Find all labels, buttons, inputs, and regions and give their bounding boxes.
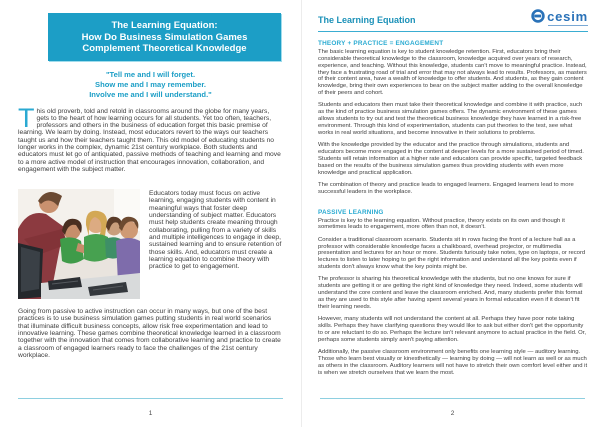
passive-paragraph-1: Practice is key to the learning equation. Without practice, theory exists on its own and though it sometimes leads to engagement, more often than not, it doesn't. bbox=[318, 217, 565, 231]
footer-rule bbox=[18, 398, 283, 399]
photo-and-text-row bbox=[18, 189, 283, 299]
quote-line-3: Involve me and I will understand." bbox=[89, 89, 212, 99]
page-2-header bbox=[318, 9, 588, 26]
theory-paragraph-1: The basic learning equation is key to student knowledge retention. First, educators bring their considerable theoretical knowledge to the classroom, knowledge acquired over years of research, experience, and teaching. Without this knowledge, students can't move to meaningful practice. Instead, they face a frustrating road of trial and error that may not always lead to results. Professors, as masters of their content area, have a wealth of knowledge to offer students. And students, as they gain content knowledge, bring their own experiences to bear on the subject matter adding to the overall knowledge of their peers and cohort. bbox=[318, 49, 587, 97]
theory-paragraph-4: The combination of theory and practice leads to engaged learners. Engaged learners lead to more successful leaders in the workplace. bbox=[318, 181, 574, 195]
cover-title-banner bbox=[48, 13, 281, 61]
intro-paragraph-text: his old proverb, told and retold in classrooms around the globe for many years, gets to the heart of how learning occurs for all students. Yet too often, teachers, professors and others in the business of education forget this basic premise of learning. We learn by doing. Instead, most educators revert to the ways our teachers taught us and how their teachers taught them. This old model of educating students no longer works in the complex, dynamic 21st century workplace. Both students and educators must let go of antiquated, passive methods of teaching and learning and move to a more active model of instruction that encourages innovation, collaboration, and engagement with the subject matter. bbox=[18, 107, 281, 173]
cesim-logo-text: cesim bbox=[547, 8, 588, 24]
students-photo-illustration bbox=[18, 189, 140, 299]
page-number: 2 bbox=[450, 410, 455, 417]
section-heading-passive-learning: PASSIVE LEARNING bbox=[318, 208, 384, 216]
passive-paragraph-3: The professor is sharing his theoretical knowledge with the students, but no one knows for sure if students are getting it or are getting the right kind of knowledge they need. Indeed, some students will understand the core content and leave the classroom enriched. And, many students prefer this format as they are used to this style after having spent several years in formal education even if it doesn't fit their learning needs. bbox=[318, 276, 583, 310]
section-heading-theory-practice: THEORY + PRACTICE = ENGAGEMENT bbox=[318, 40, 444, 47]
passive-paragraph-5: Additionally, the passive classroom environment only benefits one learning style — auditory learning. Those who learn best visually or kinesthetically — learning by doing — will not learn as well or as much as others in the classroom. Auditory learners will not have to stretch their own comfort level either and it is when we stretch ourselves that we learn the most. bbox=[318, 349, 588, 376]
theory-paragraph-2: Students and educators then must take their theoretical knowledge and combine it with practice, such as the kind of practice business simulation games offers. The dynamic environment of these games allows students to try out and test the theoretical business knowledge they have learned in a risk-free environment. Through this kind of experimentation, students can put theories to the test, see what works in real world situations, and become innovative in their solutions to problems. bbox=[318, 102, 583, 136]
students-photo bbox=[18, 189, 140, 299]
dropcap-letter: T bbox=[18, 102, 35, 133]
quote-line-1: "Tell me and I will forget. bbox=[105, 69, 196, 79]
cover-title-line-3: Complement Theoretical Knowledge bbox=[82, 43, 247, 54]
passive-paragraph-4: However, many students will not understand the content at all. Perhaps they have poor note taking skills. Perhaps they have clarifying questions they would like to ask but either don't get the opportunity to or are reluctant to do so. Perhaps the lecture isn't relevant anymore to actual practice in the field. Or, perhaps some students simply aren't paying attention. bbox=[318, 316, 586, 343]
page-2-footer bbox=[320, 398, 585, 420]
proverb-quote bbox=[0, 70, 301, 100]
cesim-logo-icon bbox=[531, 9, 545, 23]
theory-paragraph-3: With the knowledge provided by the educator and the practice through simulations, students and educators become more engaged in the content at deeper levels for a more sustained period of timed. Students will retain information at a higher rate and educators can provide specific, targeted feedback based on the results of the business simulation games thus providing students with even more knowledge and practical application. bbox=[318, 142, 584, 176]
quote-line-2: Show me and I may remember. bbox=[95, 79, 206, 89]
page-1-footer bbox=[18, 398, 283, 420]
cesim-logo-tagline-rule bbox=[548, 25, 588, 27]
cesim-logo-row bbox=[531, 9, 588, 23]
passive-paragraph-2: Consider a traditional classroom scenario. Students sit in rows facing the front of a lecture hall as a professor with considerable knowledge faces a chalkboard, overhead projector, or multimedia presentation and lectures for an hour or more. Students furiously take notes, type on laptops, or record lectures to listen to later hoping to get the right information and understand all the key points even if students don't always know what the key points might be. bbox=[318, 236, 586, 271]
cesim-logo bbox=[531, 9, 588, 26]
closing-paragraph: Going from passive to active instruction can occur in many ways, but one of the best practices is to use business simulation games putting students in real world scenarios that illuminate difficult business concepts, allow risk free experimentation and lead to innovative learning. These games combine theoretical knowledge learned in a classroom together with the innovation that comes from collaborative learning and practice to create a classroom of engaged learners ready to face the challenges of the 21st century workplace. bbox=[18, 308, 281, 359]
footer-rule bbox=[320, 398, 585, 399]
page-number: 1 bbox=[148, 410, 153, 417]
header-rule bbox=[318, 31, 588, 32]
page-2 bbox=[302, 0, 603, 427]
active-learning-paragraph: Educators today must focus on active learning, engaging students with content in meaningful ways that foster deep understanding of subject matter. Educators must help students create meaning through collaborating, pulling from a variety of skills and multiple intelligences to engage in deep, sustained learning and to ensure retention of those skills. And, educators must create a learning equation to combine theory with practice to get to engagement. bbox=[149, 190, 282, 271]
running-header-title: The Learning Equation bbox=[318, 15, 416, 25]
cover-title-line-1: The Learning Equation: bbox=[111, 20, 218, 31]
intro-paragraph bbox=[18, 102, 283, 174]
cover-title-line-2: How Do Business Simulation Games bbox=[81, 31, 248, 43]
